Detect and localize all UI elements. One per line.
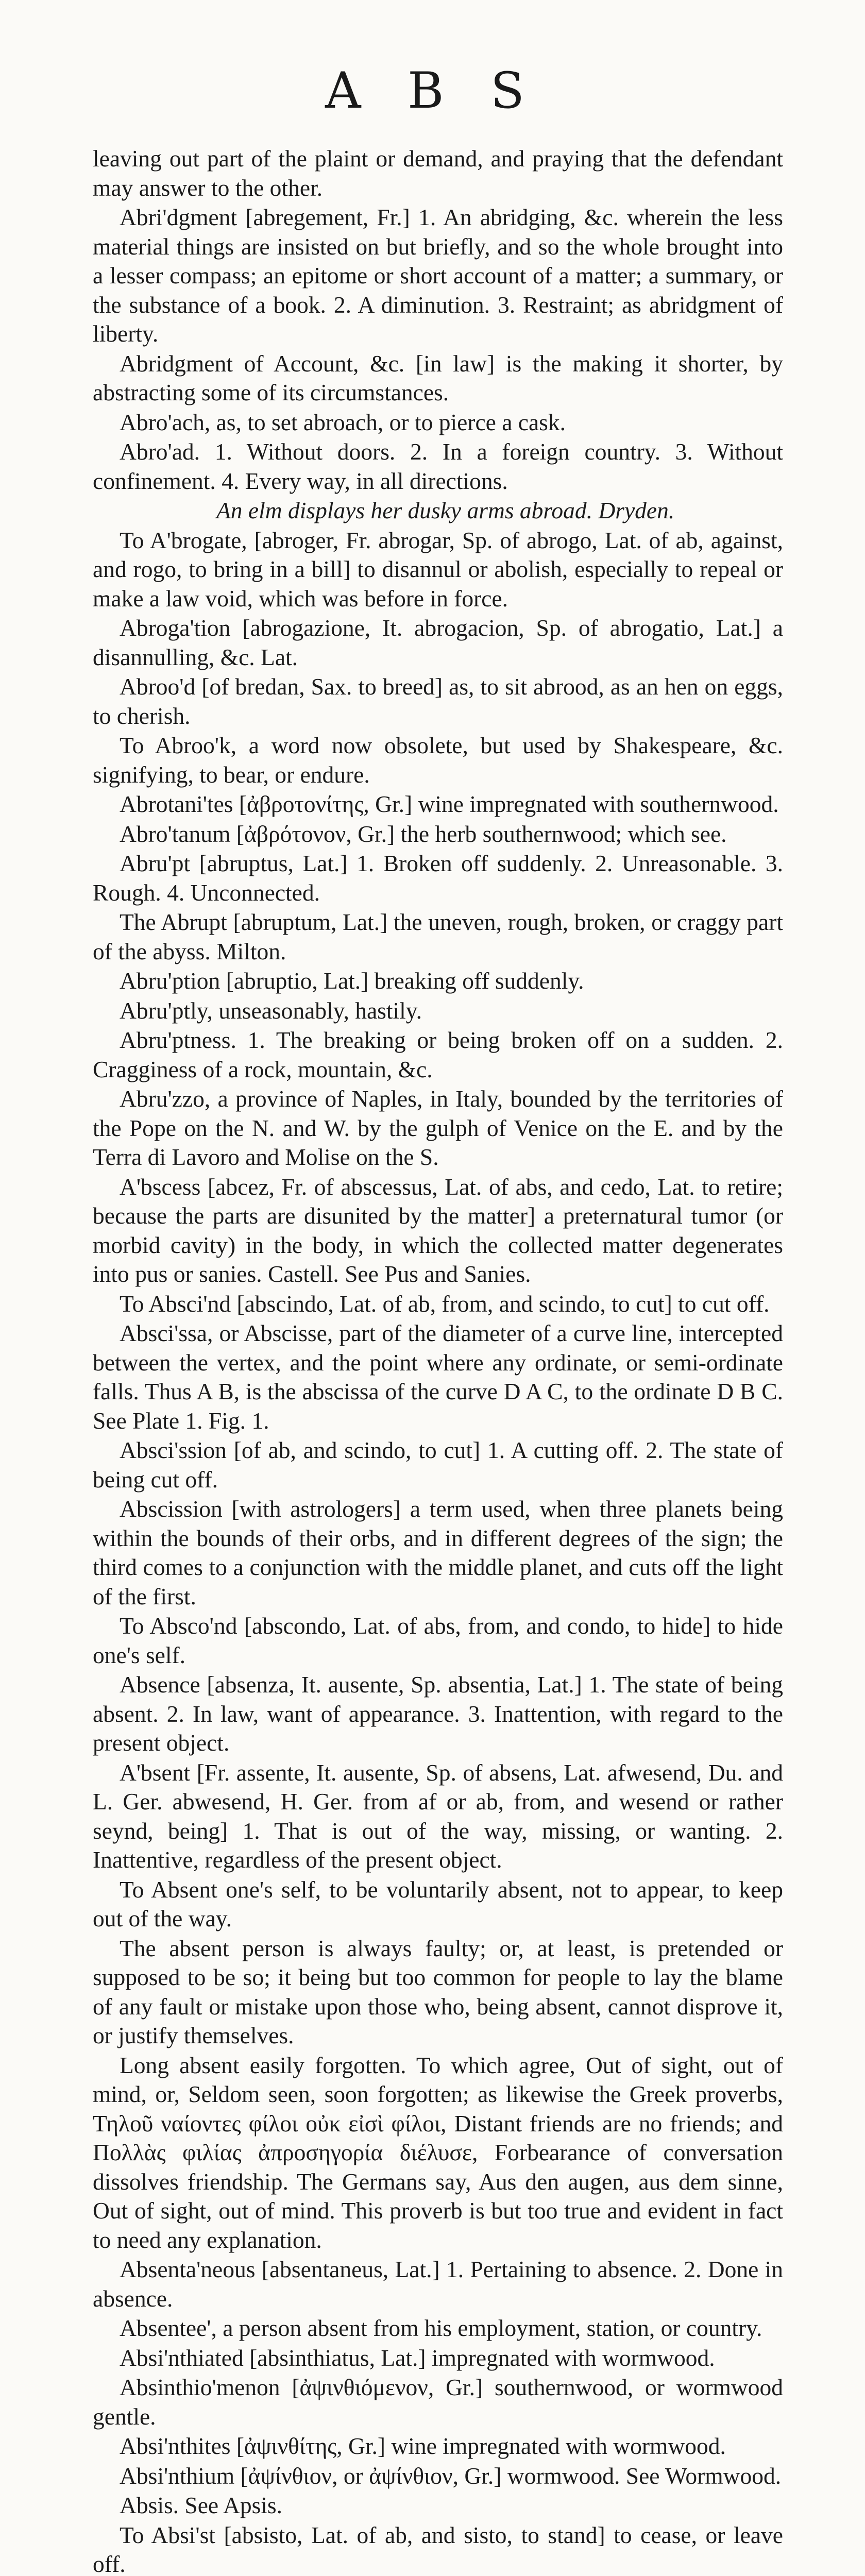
dictionary-entry: A'bscess [abcez, Fr. of abscessus, Lat. of abs, and cedo, Lat. to retire; because the parts are disunited by the matter] a preternatural tumor (or morbid cavity) in the body, in which the collected matter degenerates into pus or sanies. Castell. See Pus and Sanies. (93, 1173, 783, 1287)
dictionary-entry: To Absco'nd [abscondo, Lat. of abs, from, and condo, to hide] to hide one's self. (93, 1613, 783, 1668)
dictionary-entry: Abridgment of Account, &c. [in law] is the making it shorter, by abstracting some of its circumstances. (93, 350, 783, 405)
dictionary-entry: To Absci'nd [abscindo, Lat. of ab, from, and scindo, to cut] to cut off. (120, 1290, 770, 1317)
dictionary-entry: Abroo'd [of bredan, Sax. to breed] as, to sit abrood, as an hen on eggs, to cherish. (93, 673, 783, 729)
dictionary-entry: Abru'pt [abruptus, Lat.] 1. Broken off suddenly. 2. Unreasonable. 3. Rough. 4. Unconnected. (93, 850, 783, 906)
dictionary-entry: Abscission [with astrologers] a term used, when three planets being within the bounds of their orbs, and in different degrees of the sign; the third comes to a conjunction with the middle planet, and cuts off the light of the first. (93, 1496, 783, 1609)
dictionary-entry: To Abroo'k, a word now obsolete, but used by Shakespeare, &c. signifying, to bear, or endure. (93, 732, 783, 788)
dictionary-entry: A'bsent [Fr. assente, It. ausente, Sp. of absens, Lat. afwesend, Du. and L. Ger. abwesend, H. Ger. from af or ab, from, and wesend or rather seynd, being] 1. That is out of the way, missing, or wanting. 2. Inattentive, regardless of the present object. (93, 1759, 783, 1873)
dictionary-entry: Absi'nthites [ἀψινθίτης, Gr.] wine impregnated with wormwood. (120, 2433, 726, 2459)
dictionary-entry: Long absent easily forgotten. To which agree, Out of sight, out of mind, or, Seldom seen, soon forgotten; as likewise the Greek proverbs, Τηλοῦ ναίοντες φίλοι οὐκ εἰσὶ φίλοι, Distant friends are no friends; and Πολλὰς φιλίας ἀπροσηγορία διέλυσε, Forbearance of conversation dissolves friendship. The Germans say, Aus den augen, aus dem sinne, Out of sight, out of mind. This proverb is but too true and evident in fact to need any explanation. (93, 2052, 783, 2253)
dictionary-entry: Abru'ptly, unseasonably, hastily. (120, 997, 422, 1024)
quotation: An elm displays her dusky arms abroad. Dryden. (216, 497, 675, 523)
dictionary-entry: Absinthio'menon [ἀψινθιόμενον, Gr.] southernwood, or wormwood gentle. (93, 2374, 783, 2430)
page-header-title: A B S (325, 62, 540, 120)
dictionary-entry: The absent person is always faulty; or, at least, is pretended or supposed to be so; it being but too common for people to lay the blame of any fault or mistake upon those who, being absent, cannot disprove it, or justify themselves. (93, 1935, 783, 2048)
dictionary-entry: Absenta'neous [absentaneus, Lat.] 1. Pertaining to absence. 2. Done in absence. (93, 2256, 783, 2312)
dictionary-entry: The Abrupt [abruptum, Lat.] the uneven, rough, broken, or craggy part of the abyss. Milton. (93, 909, 783, 964)
dictionary-entry: Absi'nthium [ἀψίνθιον, or ἀψίνθιον, Gr.] wormwood. See Wormwood. (120, 2462, 782, 2489)
entry-continuation: leaving out part of the plaint or demand, and praying that the defendant may answer to the other. (93, 145, 783, 201)
dictionary-entry: Absentee', a person absent from his employment, station, or country. (120, 2315, 762, 2341)
dictionary-entry: Abru'ption [abruptio, Lat.] breaking off suddenly. (120, 968, 584, 994)
dictionary-entry: Abri'dgment [abregement, Fr.] 1. An abridging, &c. wherein the less material things are insisted on but briefly, and so the whole brought into a lesser compass; an epitome or short account of a matter; a summary, or the substance of a book. 2. A diminution. 3. Restraint; as abridgment of liberty. (93, 204, 783, 347)
dictionary-entry: To Absent one's self, to be voluntarily absent, not to appear, to keep out of the way. (93, 1876, 783, 1931)
dictionary-entry: Abru'zzo, a province of Naples, in Italy, bounded by the territories of the Pope on the N. and W. by the gulph of Venice on the E. and by the Terra di Lavoro and Molise on the S. (93, 1086, 783, 1170)
dictionary-entry: Abru'ptness. 1. The breaking or being broken off on a sudden. 2. Cragginess of a rock, mountain, &c. (93, 1027, 783, 1082)
dictionary-entry: Absci'ssion [of ab, and scindo, to cut] 1. A cutting off. 2. The state of being cut off. (93, 1437, 783, 1493)
entries-column (93, 144, 783, 2576)
dictionary-entry: To Absi'st [absisto, Lat. of ab, and sisto, to stand] to cease, or leave off. (93, 2521, 783, 2576)
dictionary-entry: Abroga'tion [abrogazione, It. abrogacion, Sp. of abrogatio, Lat.] a disannulling, &c. Lat. (93, 615, 783, 670)
dictionary-entry: Abrotani'tes [ἀβροτονίτης, Gr.] wine impregnated with southernwood. (120, 791, 779, 817)
dictionary-entry: Abro'tanum [ἀβρότονον, Gr.] the herb southernwood; which see. (120, 820, 727, 847)
dictionary-entry: Absci'ssa, or Abscisse, part of the diameter of a curve line, intercepted between the vertex, and the point where any ordinate, or semi-ordinate falls. Thus A B, is the abscissa of the curve D A C, to the ordinate D B C. See Plate 1. Fig. 1. (93, 1320, 783, 1434)
dictionary-entry: Absi'nthiated [absinthiatus, Lat.] impregnated with wormwood. (120, 2344, 715, 2371)
dictionary-entry: Absis. See Apsis. (120, 2492, 283, 2518)
dictionary-entry: To A'brogate, [abroger, Fr. abrogar, Sp. of abrogo, Lat. of ab, against, and rogo, to bring in a bill] to disannul or abolish, especially to repeal or make a law void, which was before in force. (93, 527, 783, 612)
dictionary-entry: Abro'ach, as, to set abroach, or to pierce a cask. (120, 409, 566, 435)
dictionary-entry: Absence [absenza, It. ausente, Sp. absentia, Lat.] 1. The state of being absent. 2. In law, want of appearance. 3. Inattention, with regard to the present object. (93, 1671, 783, 1756)
dictionary-entry: Abro'ad. 1. Without doors. 2. In a foreign country. 3. Without confinement. 4. Every way, in all directions. (93, 438, 783, 494)
